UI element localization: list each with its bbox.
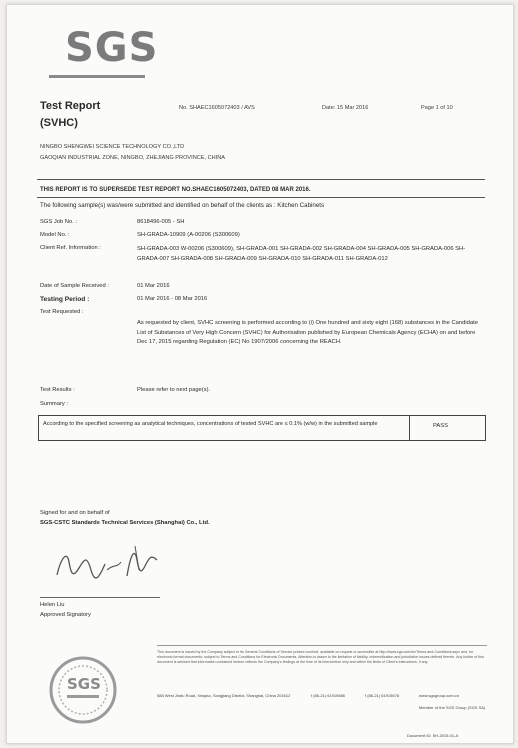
summary-box — [38, 415, 486, 441]
field-value-client-ref: SH-GRADA-003 W-00206 (S300609), SH-GRADA-001 SH-GRADA-002 SH-GRADA-004 SH-GRADA-005 SH-GRADA-006 SH-GRADA-007 SH-GRADA-008 SH-GRADA-009 SH-GRADA-010 SH-GRADA-011 SH-GRADA-012 — [137, 246, 466, 262]
supersede-notice: THIS REPORT IS TO SUPERSEDE TEST REPORT NO.SHAEC1605072403, DATED 08 MAR 2016. — [40, 187, 311, 193]
summary-divider — [409, 416, 410, 440]
divider — [37, 179, 485, 180]
summary-text: According to the specified screening as analytical techniques, concentrations of tested SVHC are ≤ 0.1% (w/w) in the submitted sample — [43, 421, 378, 427]
applicant-name: NINGBO SHENGWEI SCIENCE TECHNOLOGY CO.,LTD — [40, 144, 185, 150]
field-label-client-ref: Client Ref. Information : — [40, 245, 101, 251]
sgs-logo: SGS — [65, 25, 159, 71]
footer-address: 588 West Jindu Road, Xinqiao, Songjiang District, Shanghai, China 201612 — [157, 693, 291, 698]
field-value-job-no: 8618496-005 - SH — [137, 219, 185, 225]
footer-member: Member of the SGS Group (SGS SA) — [419, 705, 486, 710]
report-title: Test Report — [40, 100, 101, 112]
report-page — [6, 4, 514, 744]
page-number: Page 1 of 10 — [421, 105, 453, 111]
field-value-test-requested: As requested by client, SVHC screening is performed according to (i) One hundred and sixty eight (168) substances in the Candidate List of Substances of Very High Concern (SVHC) for Authorisation published by European Chemicals Agency (ECHA) on and before Dec 17, 2015 regarding Regulation (EC) No 1907/2006 concerning the REACH. — [137, 320, 478, 345]
field-label-date-received: Date of Sample Received : — [40, 283, 109, 289]
footer-fax: f (86-21) 61915678 — [365, 693, 400, 698]
report-number: No. SHAEC1605072403 / AVS — [179, 105, 255, 111]
field-label-test-results: Test Results : — [40, 387, 75, 393]
signature-line — [40, 597, 160, 598]
signatory-name: Helen Liu — [40, 602, 65, 608]
signatory-title: Approved Signatory — [40, 612, 91, 618]
signed-on-behalf: Signed for and on behalf of — [40, 510, 110, 516]
field-value-date-received: 01 Mar 2016 — [137, 283, 170, 289]
summary-label: Summary : — [40, 401, 69, 407]
applicant-address: GAOQIAN INDUSTRIAL ZONE, NINGBO, ZHEJIANG PROVINCE, CHINA — [40, 155, 226, 161]
footer-disclaimer: This document is issued by the Company subject to its General Conditions of Service printed overleaf, available on request or accessible at http://www.sgs.com/en/Terms-and-Conditions.aspx and, for electronic format documents, subject to Terms and Conditions for Electronic Documents. Attention is drawn to the limitation of liability, indemnification and jurisdiction issues defined therein. Any holder of this document is advised that information contained hereon reflects the Company's findings at the time of its intervention only and within the limits of Client's instructions, if any. — [157, 650, 484, 664]
report-date: Date: 15 Mar 2016 — [322, 105, 369, 111]
footer-tel: t (86-21) 61915666 — [311, 693, 346, 698]
field-value-model-no: SH-GRADA-10909 (A-00206 (S300609) — [137, 232, 240, 238]
signature-image — [47, 540, 177, 585]
summary-result: PASS — [433, 423, 449, 429]
issuing-company: SGS-CSTC Standards Technical Services (Shanghai) Co., Ltd. — [40, 520, 210, 526]
footer-divider — [157, 645, 487, 646]
field-value-testing-period: 01 Mar 2016 - 08 Mar 2016 — [137, 296, 208, 302]
sample-statement: The following sample(s) was/were submitted and identified on behalf of the clients as : Kitchen Cabinets — [40, 202, 325, 209]
report-subtitle: (SVHC) — [40, 117, 78, 129]
footer-web: www.sgsgroup.com.cn — [419, 693, 460, 698]
field-label-testing-period: Testing Period : — [40, 296, 90, 303]
field-value-test-results: Please refer to next page(s). — [137, 387, 211, 393]
field-label-job-no: SGS Job No. : — [40, 219, 78, 225]
divider — [37, 197, 485, 198]
seal-text: SGS — [67, 675, 101, 693]
document-reference: Document ID: SH-2015-01-A — [407, 733, 459, 738]
field-label-model-no: Model No. : — [40, 232, 70, 238]
logo-underline — [49, 75, 145, 78]
field-label-test-requested: Test Requested : — [40, 309, 84, 315]
